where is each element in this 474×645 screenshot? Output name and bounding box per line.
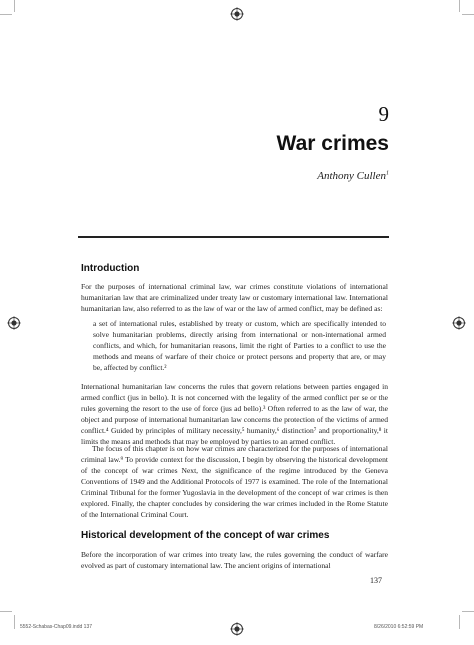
crop-mark: [459, 615, 460, 629]
crop-mark: [459, 0, 460, 12]
section-heading-historical-development: Historical development of the concept of war crimes: [81, 530, 330, 541]
chapter-title: War crimes: [276, 132, 389, 155]
slug-timestamp: 8/26/2010 6:52:59 PM: [374, 624, 424, 630]
paragraph: International humanitarian law concerns the rules that govern relations between parties engaged in armed conflict (jus in bello). It is not concerned with the legality of the armed conflict per se or the rules governing the resort to the use of force (jus ad bello).³ Often referred to as the law of war, the object and purpose of international humanitarian law concerns the protection of the victims of armed conflict.⁴ Guided by principles of military necessity,⁵ humanity,⁶ distinction⁷ and proportionality,⁸ it limits the means and methods that may be employed by parties to an armed conflict.: [81, 382, 388, 446]
registration-mark-icon: [230, 622, 244, 636]
registration-mark-icon: [230, 7, 244, 21]
paragraph: For the purposes of international criminal law, war crimes constitute violations of international humanitarian law that are criminalized under treaty law or customary international law. International humanitarian law, also referred to as the law of war or the law of armed conflict, may be defined as:: [81, 282, 388, 313]
registration-mark-icon: [7, 316, 21, 330]
crop-mark: [462, 611, 474, 612]
author-name: Anthony Cullen: [317, 170, 386, 182]
chapter-number: 9: [378, 102, 389, 126]
crop-mark: [0, 611, 12, 612]
title-rule: [78, 236, 389, 238]
page-number: 137: [370, 576, 382, 585]
crop-mark: [14, 0, 15, 12]
block-quote: a set of international rules, established by treaty or custom, which are specifically intended to solve humanitarian problems, directly arising from international or non-international armed conflicts, and which, for humanitarian reasons, limit the right of Parties to a conflict to use the methods and means of warfare of their choice or protect persons and property that are, or may be, affected by conflict.²: [93, 319, 386, 372]
author-footnote-marker: 1: [386, 170, 389, 177]
crop-mark: [14, 615, 15, 629]
paragraph: The focus of this chapter is on how war crimes are characterized for the purposes of international criminal law.⁹ To provide context for the discussion, I begin by observing the historical development of the concept of war crimes Next, the significance of the regime introduced by the Geneva Conventions of 1949 and the Additional Protocols of 1977 is examined. The role of the International Criminal Tribunal for the former Yugoslavia in the development of the concept of war crimes is then explored. Finally, the chapter concludes by considering the war crimes included in the Rome Statute of the International Criminal Court.: [81, 444, 388, 519]
paragraph: Before the incorporation of war crimes into treaty law, the rules governing the conduct of warfare evolved as part of customary international law. The ancient origins of international: [81, 550, 388, 570]
slug-filename: 5552-Schabas-Chap09.indd 137: [20, 624, 92, 630]
registration-mark-icon: [452, 316, 466, 330]
section-heading-introduction: Introduction: [81, 263, 140, 274]
chapter-author: [317, 170, 389, 182]
crop-mark: [462, 14, 474, 15]
crop-mark: [0, 14, 12, 15]
